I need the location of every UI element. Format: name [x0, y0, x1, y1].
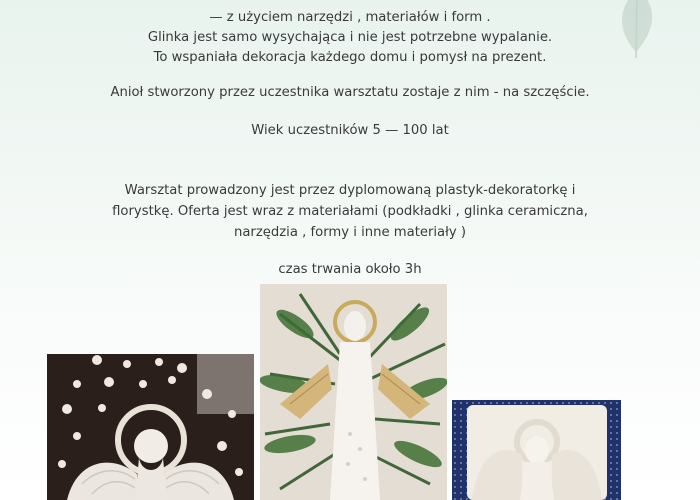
text-line: Warsztat prowadzony jest przez dyplomowaną plastyk-dekoratorkę i — [124, 183, 576, 198]
duration-text: czas trwania około 3h — [278, 262, 422, 277]
text-line: Anioł stworzony przez uczestnika warsztatu zostaje z nim - na szczęście. — [110, 85, 590, 100]
angel-on-greenery-photo — [260, 284, 447, 500]
text-section-age — [0, 121, 700, 141]
text-section-angel — [0, 83, 700, 103]
age-range-text: Wiek uczestników 5 — 100 lat — [251, 123, 449, 138]
text-section-workshop — [0, 180, 700, 243]
text-line: To wspaniała dekoracja każdego domu i pomysł na prezent. — [153, 50, 547, 65]
angel-with-pearls-photo — [47, 354, 254, 500]
text-line: narzędzia , formy i inne materiały ) — [233, 225, 467, 240]
text-line: florystkę. Oferta jest wraz z materiałami (podkładki , glinka ceramiczna, — [112, 204, 588, 219]
text-line: — z użyciem narzędzi , materiałów i form . — [209, 10, 491, 25]
text-section-duration — [0, 260, 700, 280]
angel-on-blue-background-photo — [452, 400, 621, 500]
text-section-top — [0, 8, 700, 68]
text-line: Glinka jest samo wysychająca i nie jest potrzebne wypalanie. — [147, 30, 553, 45]
